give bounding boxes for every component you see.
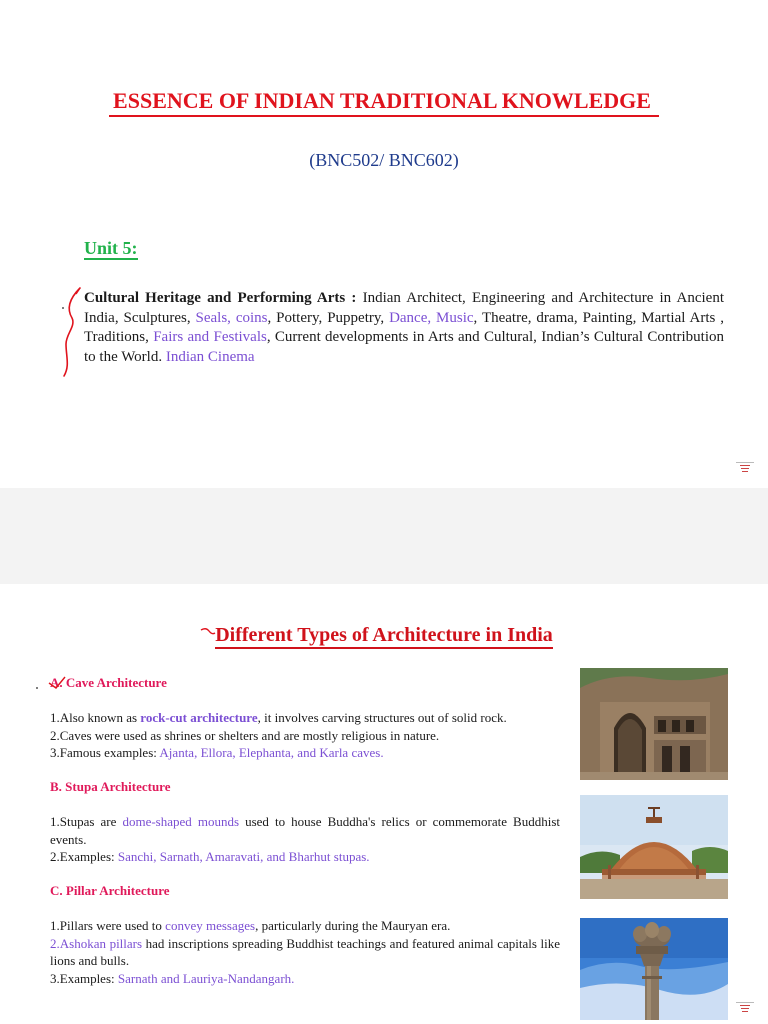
subheading-stupa-architecture: B. Stupa Architecture <box>50 779 171 794</box>
pillar-architecture-image <box>580 918 728 1020</box>
topic-fairs-festivals: Fairs and Festivals <box>153 329 267 345</box>
unit-syllabus-text <box>84 289 724 367</box>
list-item: 2.Caves were used as shrines or shelters and are mostly religious in nature. <box>50 727 440 743</box>
slide-course-overview <box>0 0 768 488</box>
cave-architecture-points <box>50 709 560 762</box>
slide-architecture-types <box>0 584 768 1024</box>
cave-architecture-image <box>580 668 728 780</box>
list-item: 3.Famous examples: Ajanta, Ellora, Elephanta, and Karla caves. <box>50 745 384 760</box>
list-item: 2.Ashokan pillars had inscriptions spreading Buddhist teachings and featured animal capitals like lions and bulls. <box>50 935 560 968</box>
list-item: 1.Also known as rock-cut architecture, it involves carving structures out of solid rock. <box>50 710 507 725</box>
section-title: Different Types of Architecture in India <box>0 624 768 647</box>
stupa-architecture-image <box>580 795 728 899</box>
slide-corner-watermark <box>732 1000 758 1020</box>
topic-dance-music: Dance, Music <box>389 309 474 326</box>
course-code: (BNC502/ BNC602) <box>309 150 459 170</box>
list-item: 1.Stupas are dome-shaped mounds used to house Buddha's relics or commemorate Buddhist events. <box>50 814 561 847</box>
pillar-architecture-points <box>50 917 560 987</box>
stupa-architecture-points <box>50 813 560 866</box>
syllabus-heading: Cultural Heritage and Performing Arts : <box>84 290 357 306</box>
syllabus-text: , Pottery, Puppetry, <box>267 309 390 326</box>
topic-indian-cinema: Indian Cinema <box>165 348 255 365</box>
syllabus-text: , Current developments in Arts and Cultural, Indian’s Cultural Contribution to the World. <box>84 329 724 365</box>
syllabus-text: , Theatre, drama, Painting, Martial Arts , Traditions, <box>84 309 724 345</box>
struck-letter: A. <box>50 675 63 691</box>
unit-label: Unit 5: <box>84 238 138 258</box>
syllabus-text: Indian Architect, Engineering and Architecture in Ancient India, Sculptures, <box>84 290 724 326</box>
slide-corner-watermark <box>732 460 758 480</box>
subheading-pillar-architecture: C. Pillar Architecture <box>50 883 170 898</box>
topic-seals-coins: Seals, coins <box>195 309 268 326</box>
subheading-cave-architecture: A. Cave Architecture <box>50 675 167 690</box>
page-title: ESSENCE OF INDIAN TRADITIONAL KNOWLEDGE <box>0 88 768 114</box>
annotation-dot <box>36 687 38 689</box>
list-item: 1.Pillars were used to convey messages, particularly during the Mauryan era. <box>50 918 451 933</box>
list-item: 2.Examples: Sanchi, Sarnath, Amaravati, and Bharhut stupas. <box>50 849 370 864</box>
list-item: 3.Examples: Sarnath and Lauriya-Nandangarh. <box>50 970 295 986</box>
